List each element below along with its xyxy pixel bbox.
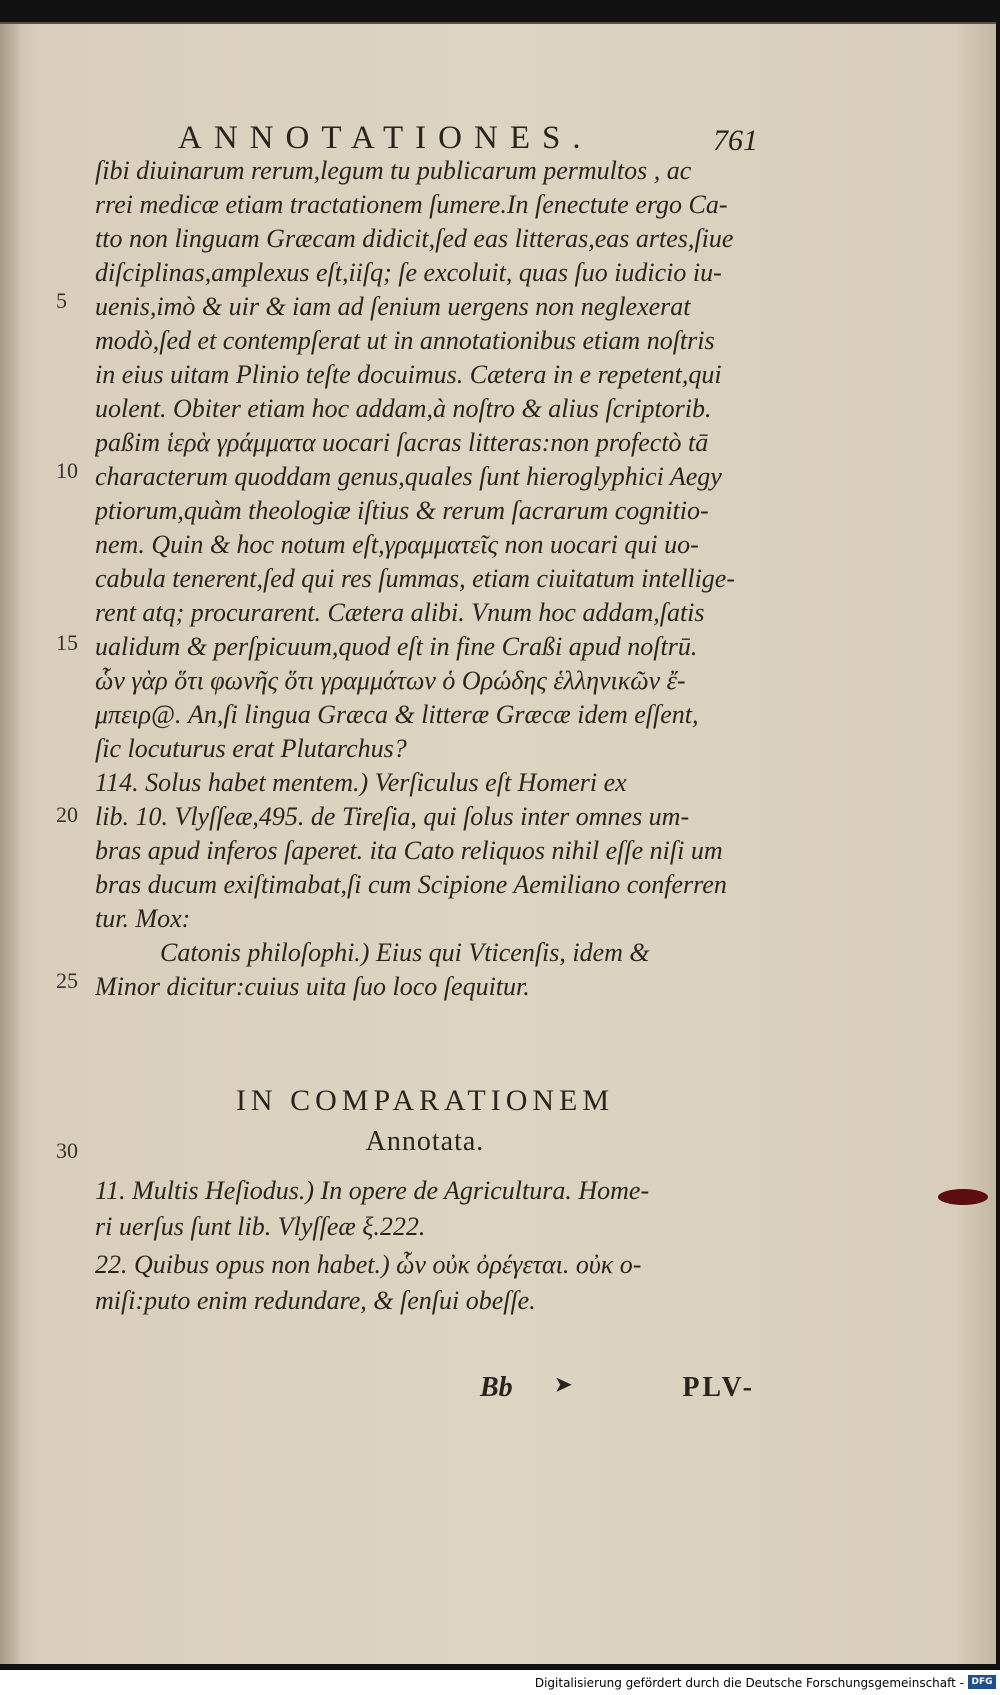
- book-page: [0, 22, 996, 1664]
- line-number: 30: [56, 1138, 78, 1163]
- footer-bar: [0, 1670, 1000, 1695]
- note-line: miſi:puto enim redundare, & ſenſui obeſſe.: [95, 1286, 536, 1315]
- text-line: modò,ſed et contempſerat ut in annotationibus etiam noſtris: [95, 326, 715, 355]
- signature-mark: Bb: [480, 1372, 513, 1403]
- running-title: ANNOTATIONES.: [178, 120, 593, 156]
- text-line: Catonis philoſophi.) Eius qui Vticenſis, idem &: [160, 938, 650, 967]
- line-number: 20: [56, 802, 78, 827]
- text-line: cabula tenerent,ſed qui res ſummas, etiam ciuitatum intellige-: [95, 564, 736, 593]
- section-subheading: Annotata.: [365, 1126, 485, 1157]
- text-line: ſibi diuinarum rerum,legum tu publicarum permultos , ac: [95, 156, 692, 185]
- text-line: Minor dicitur:cuius uita ſuo loco ſequitur.: [95, 972, 530, 1001]
- catchword: PLV-: [682, 1372, 755, 1403]
- line-number: 15: [56, 630, 78, 655]
- text-line: bras ducum exiſtimabat,ſi cum Scipione Aemiliano conferren: [95, 870, 727, 899]
- text-line: tur. Mox:: [95, 904, 191, 933]
- text-line: rrei medicæ etiam tractationem ſumere.In ſenectute ergo Ca-: [95, 190, 728, 219]
- signature-arrow: ➤: [555, 1374, 572, 1396]
- text-line: in eius uitam Plinio teſte docuimus. Cætera in e repetent,qui: [95, 360, 722, 389]
- line-number: 5: [56, 288, 67, 313]
- note-line: ri uerſus ſunt lib. Vlyſſeæ ξ.222.: [95, 1212, 426, 1241]
- note-line: 11. Multis Heſiodus.) In opere de Agricultura. Home-: [95, 1176, 650, 1205]
- text-line: characterum quoddam genus,quales ſunt hieroglyphici Aegy: [95, 462, 722, 491]
- dfg-logo: DFG: [968, 1675, 996, 1689]
- text-line: ptiorum,quàm theologiæ iſtius & rerum ſacrarum cognitio-: [95, 496, 709, 525]
- signature-line: [95, 1372, 755, 1412]
- line-number: 25: [56, 968, 78, 993]
- text-line: uenis,imò & uir & iam ad ſenium uergens non neglexerat: [95, 292, 691, 321]
- text-line: tto non linguam Græcam didicit,ſed eas litteras,eas artes,ſiue: [95, 224, 734, 253]
- red-wax-mark: [938, 1189, 988, 1205]
- text-line: ὧν γὰρ ὅτι φωνῆς ὅτι γραμμάτων ὁ Ορώδης ἑλληνικῶν ἔ-: [95, 666, 686, 695]
- section-heading: IN COMPARATIONEM: [235, 1084, 615, 1117]
- page-number: 761: [713, 124, 758, 157]
- text-line: diſciplinas,amplexus eſt,iiſq; ſe excoluit, quas ſuo iudicio iu-: [95, 258, 722, 287]
- text-line: rent atq; procurarent. Cætera alibi. Vnum hoc addam,ſatis: [95, 598, 705, 627]
- funding-credit: Digitalisierung gefördert durch die Deutsche Forschungsgemeinschaft -: [534, 1676, 964, 1690]
- line-number: 10: [56, 458, 78, 483]
- text-line: nem. Quin & hoc notum eſt,γραμματεῖς non uocari qui uo-: [95, 530, 699, 559]
- text-line: paßim ἱερὰ γράμματα uocari ſacras litteras:non profectò tā: [95, 428, 709, 457]
- note-line: 22. Quibus opus non habet.) ὧν οὐκ ὀρέγεται. οὐκ o-: [95, 1250, 642, 1279]
- text-line: lib. 10. Vlyſſeæ,495. de Tireſia, qui ſolus inter omnes um-: [95, 802, 690, 831]
- text-line: 114. Solus habet mentem.) Verſiculus eſt Homeri ex: [95, 768, 627, 797]
- text-line: uolent. Obiter etiam hoc addam,à noſtro & alius ſcriptorib.: [95, 394, 712, 423]
- text-line: μπειρ@. An,ſi lingua Græca & litteræ Græcæ idem eſſent,: [95, 700, 699, 729]
- text-line: bras apud inferos ſaperet. ita Cato reliquos nihil eſſe niſi um: [95, 836, 723, 865]
- text-line: ſic locuturus erat Plutarchus?: [95, 734, 407, 763]
- text-line: ualidum & perſpicuum,quod eſt in fine Craßi apud noſtrū.: [95, 632, 698, 661]
